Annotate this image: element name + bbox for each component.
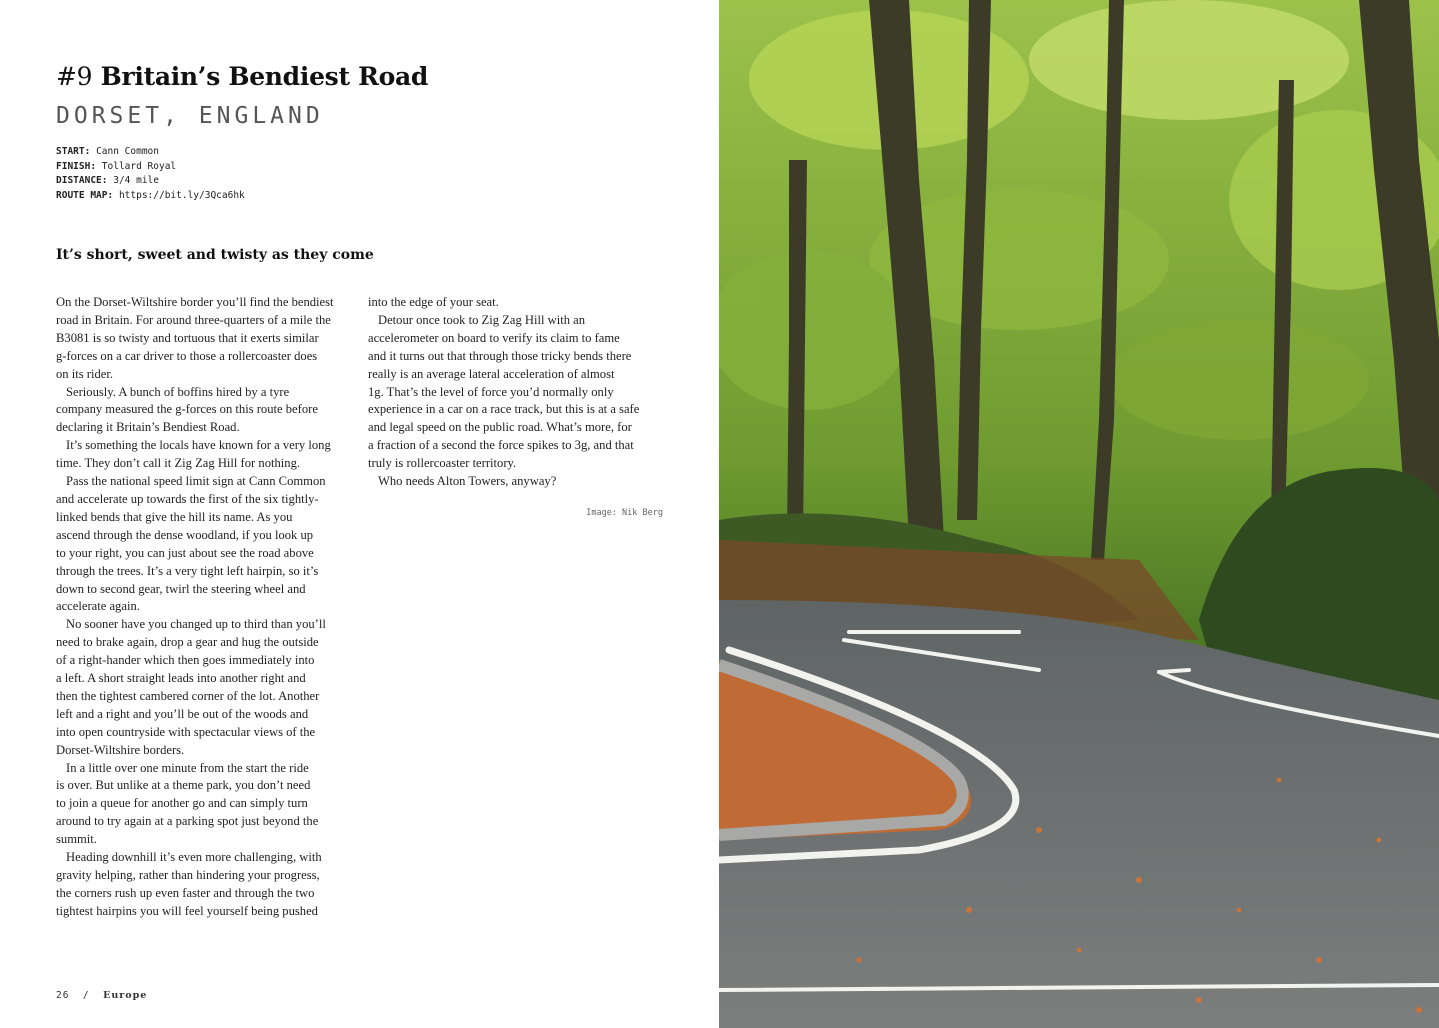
body-line: Who needs Alton Towers, anyway? (378, 474, 557, 489)
article-number: #9 (56, 62, 93, 91)
body-line: really is an average lateral acceleration of almost (368, 366, 615, 381)
body-line: and accelerate up towards the first of the six tightly- (56, 491, 319, 506)
article-title-text: Britain’s Bendiest Road (100, 62, 429, 91)
article-location: DORSET, ENGLAND (56, 103, 324, 129)
body-line: a left. A short straight leads into another right and (56, 671, 306, 686)
article-subheading: It’s short, sweet and twisty as they come (56, 247, 374, 263)
body-paragraph (368, 294, 668, 312)
body-paragraph (56, 849, 356, 921)
body-line: 1g. That’s the level of force you’d normally only (368, 384, 614, 399)
body-paragraph (56, 384, 356, 438)
body-line: on its rider. (56, 366, 114, 381)
body-line: then the tightest cambered corner of the lot. Another (56, 688, 320, 703)
body-line: need to brake again, drop a gear and hug the outside (56, 635, 319, 650)
body-line: g-forces on a car driver to those a rollercoaster does (56, 348, 318, 363)
body-line: declaring it Britain’s Bendiest Road. (56, 420, 240, 435)
body-line: gravity helping, rather than hindering your progress, (56, 868, 320, 882)
body-line: into open countryside with spectacular views of the (56, 724, 316, 739)
body-line: Detour once took to Zig Zag Hill with an (378, 312, 586, 327)
body-line: through the trees. It’s a very tight left hairpin, so it’s (56, 563, 319, 578)
route-start: START: Cann Common (56, 146, 159, 157)
body-line: tightest hairpins you will feel yourself being pushed (56, 903, 318, 918)
route-map-link[interactable]: https://bit.ly/3Qca6hk (118, 189, 245, 201)
body-column-1 (56, 294, 356, 921)
body-line: down to second gear, twirl the steering wheel and (56, 581, 306, 596)
body-paragraph (368, 312, 668, 473)
footer-separator: / (82, 990, 90, 1001)
article-title (56, 62, 428, 91)
body-line: and it turns out that through those tricky bends there (368, 348, 632, 363)
body-line: Pass the national speed limit sign at Cann Common (66, 474, 326, 489)
body-line: B3081 is so twisty and tortuous that it exerts similar (56, 330, 319, 345)
body-line: to join a queue for another go and can simply turn (56, 796, 308, 811)
body-line: ascend through the dense woodland, if you look up (56, 527, 314, 542)
route-map: ROUTE MAP: https://bit.ly/3Qca6hk (56, 189, 245, 201)
body-line: accelerate again. (56, 599, 140, 614)
body-line: No sooner have you changed up to third than you’ll (66, 617, 326, 632)
road-photo (719, 0, 1439, 1028)
body-line: truly is rollercoaster territory. (368, 456, 517, 471)
body-line: and legal speed on the public road. What’s more, for (368, 420, 632, 435)
body-paragraph (56, 473, 356, 616)
body-line: company measured the g-forces on this route before (56, 402, 318, 417)
body-line: Seriously. A bunch of boffins hired by a tyre (66, 384, 290, 399)
body-line: accelerometer on board to verify its claim to fame (368, 330, 620, 345)
body-line: time. They don’t call it Zig Zag Hill for nothing. (56, 456, 301, 471)
body-paragraph (56, 616, 356, 759)
body-paragraph (56, 760, 356, 850)
page-footer (56, 990, 147, 1001)
body-line: a fraction of a second the force spikes to 3g, and that (368, 438, 634, 453)
body-line: the corners rush up even faster and through the two (56, 885, 315, 900)
image-credit: Image: Nik Berg (586, 508, 663, 518)
article-page (0, 0, 719, 1028)
body-line: On the Dorset-Wiltshire border you’ll find the bendiest (56, 295, 334, 309)
body-paragraph (368, 473, 668, 491)
body-paragraph (56, 294, 356, 384)
route-info (56, 145, 245, 203)
body-line: linked bends that give the hill its name. As you (56, 509, 293, 524)
body-line: experience in a car on a race track, but this is at a safe (368, 402, 640, 417)
road-photo-illustration (719, 0, 1439, 1028)
body-line: Heading downhill it’s even more challenging, with (66, 850, 322, 865)
page-number: 26 (56, 990, 70, 1001)
section-name: Europe (103, 990, 148, 1001)
body-line: is over. But unlike at a theme park, you don’t need (56, 778, 311, 793)
body-line: around to try again at a parking spot just beyond the (56, 814, 319, 829)
body-line: It’s something the locals have known for a very long (66, 438, 331, 453)
body-line: summit. (56, 832, 97, 847)
body-line: of a right-hander which then goes immediately into (56, 653, 315, 668)
body-paragraph (56, 437, 356, 473)
body-column-2 (368, 294, 668, 491)
body-line: Dorset-Wiltshire borders. (56, 742, 185, 757)
body-line: left and a right and you’ll be out of the woods and (56, 706, 309, 721)
route-distance: DISTANCE: 3/4 mile (56, 175, 159, 186)
body-line: road in Britain. For around three-quarters of a mile the (56, 312, 331, 327)
body-line: into the edge of your seat. (368, 295, 499, 309)
body-line: In a little over one minute from the start the ride (66, 760, 309, 775)
body-line: to your right, you can just about see the road above (56, 545, 314, 560)
route-finish: FINISH: Tollard Royal (56, 160, 177, 172)
